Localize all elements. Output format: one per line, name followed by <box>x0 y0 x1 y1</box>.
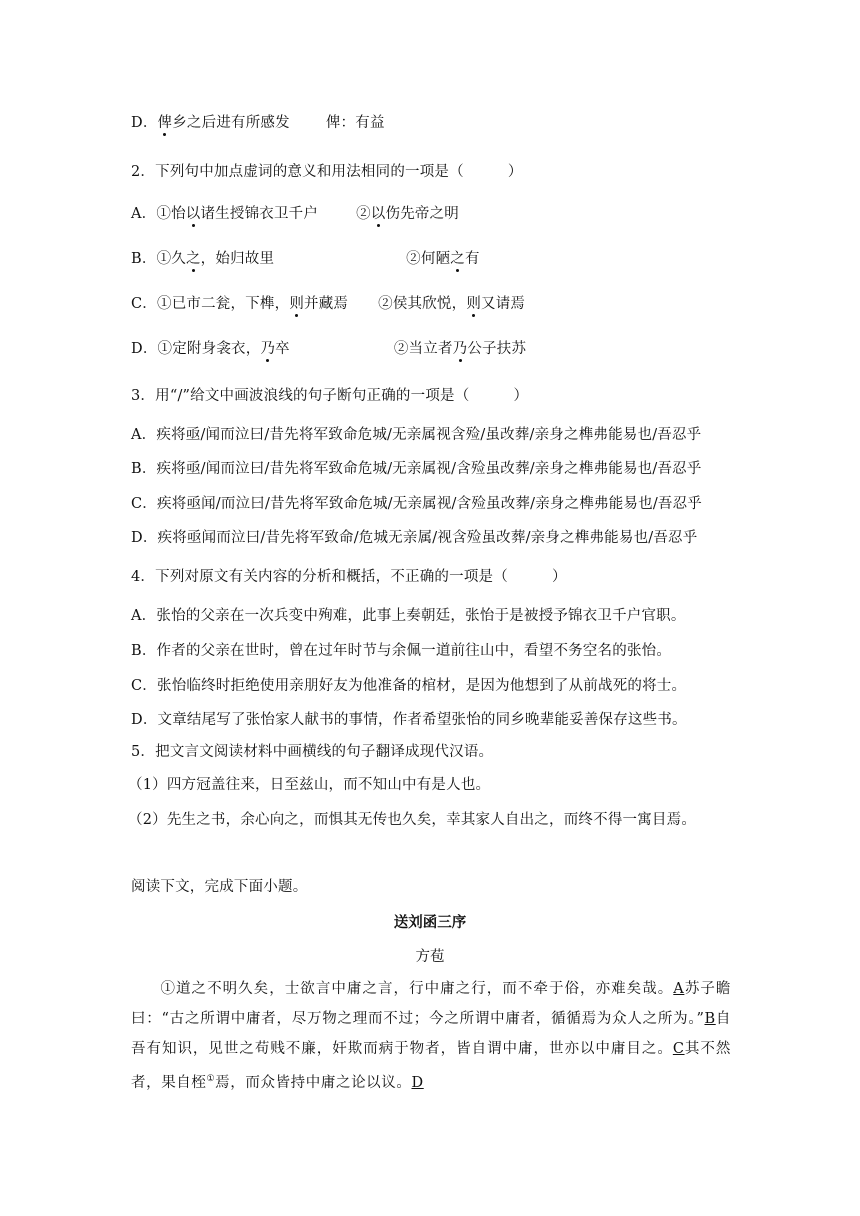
q5-item-1: （1）四方冠盖往来，日至兹山，而不知山中有是人也。 <box>128 777 491 793</box>
option-label: D． <box>131 341 158 357</box>
option-label: D． <box>131 115 158 131</box>
option-text: ②侯其欣悦， <box>378 296 467 312</box>
q2-option-c <box>131 294 525 314</box>
dotted-char: 乃 <box>260 341 276 357</box>
q5-item-2: （2）先生之书，余心向之，而惧其无传也久矣，幸其家人自出之，而终不得一寓目焉。 <box>128 812 697 828</box>
dotted-char: 以 <box>185 206 201 222</box>
q3-option-a: A．疾将亟/闻而泣曰/昔先将军致命危城/无亲属视含殓/虽改葬/亲身之榫弗能易也/吾忍乎 <box>131 427 702 443</box>
option-text: 并藏焉 <box>304 296 349 312</box>
q3-option-c: C．疾将亟闻/而泣曰/昔先将军致命危城/无亲属视/含殓虽改葬/亲身之榫弗能易也/吾忍乎 <box>131 496 703 512</box>
option-text: ①定附身衾衣， <box>157 341 261 357</box>
option-text: ② <box>356 206 371 222</box>
reading-intro: 阅读下文，完成下面小题。 <box>131 879 308 895</box>
q3-option-d: D．疾将亟闻而泣曰/昔先将军致命/危城无亲属/视含殓虽改葬/亲身之榫弗能易也/吾忍乎 <box>131 530 698 546</box>
option-text: 乡之后进有所感发 <box>172 115 290 131</box>
option-text: ②当立者 <box>393 341 453 357</box>
q5-stem: 5．把文言文阅读材料中画横线的句子翻译成现代汉语。 <box>131 744 494 760</box>
q2-stem: 2．下列句中加点虚词的意义和用法相同的一项是（ ） <box>131 164 523 180</box>
passage-text: ①道之不明久矣，士欲言中庸之言，行中庸之行，而不牵于俗，亦难矣哉。 <box>160 981 674 997</box>
passage-text: 苏子瞻曰：“古之所谓中庸者，尽万物之理而不过；今之所谓中庸者，循循焉为众人之所为。” <box>131 981 731 1027</box>
dotted-char: 乃 <box>452 341 468 357</box>
q4-option-b: B．作者的父亲在世时，曾在过年时节与余佩一道前往山中，看望不务空名的张怡。 <box>131 643 672 659</box>
option-text: ①久 <box>156 251 186 267</box>
gloss: 俾：有益 <box>325 115 385 131</box>
dotted-char: 则 <box>289 296 305 312</box>
q1-option-d <box>131 113 385 133</box>
option-text: 伤先帝之明 <box>385 206 459 222</box>
passage-author: 方苞 <box>415 949 445 965</box>
q4-option-c: C．张怡临终时拒绝使用亲朋好友为他准备的棺材，是因为他想到了从前战死的将士。 <box>131 678 687 694</box>
marker-c: C <box>672 1041 685 1057</box>
dotted-char: 之 <box>450 251 465 267</box>
footnote-marker: ① <box>206 1074 216 1084</box>
option-text: 又请焉 <box>481 296 526 312</box>
dotted-char: 之 <box>185 251 201 267</box>
option-text: ，始归故里 <box>200 251 275 267</box>
option-text: 卒 <box>275 341 290 357</box>
option-label: A． <box>131 206 157 222</box>
q4-stem: 4．下列对原文有关内容的分析和概括，不正确的一项是（ ） <box>131 569 567 585</box>
option-label: B． <box>131 251 157 267</box>
option-label: C． <box>131 296 157 312</box>
marker-a: A <box>673 981 685 997</box>
q3-stem: 3．用“/”给文中画波浪线的句子断句正确的一项是（ ） <box>131 388 529 404</box>
option-text: 公子扶苏 <box>467 341 527 357</box>
marker-b: B <box>704 1011 716 1027</box>
q4-option-a: A．张怡的父亲在一次兵变中殉难，此事上奏朝廷，张怡于是被授予锦衣卫千户官职。 <box>131 608 686 624</box>
dotted-char: 则 <box>466 296 482 312</box>
q3-option-b: B．疾将亟/闻而泣曰/昔先将军致命危城/无亲属视/含殓虽改葬/亲身之榫弗能易也/吾忍乎 <box>131 461 702 477</box>
option-text: ①怡 <box>156 206 186 222</box>
marker-d: D <box>411 1074 424 1091</box>
q2-option-b <box>131 249 480 269</box>
dotted-char: 以 <box>370 206 386 222</box>
option-text: 诸生授锦衣卫千户 <box>200 206 319 222</box>
option-text: 有 <box>464 251 480 267</box>
passage-paragraph-1 <box>131 974 731 1098</box>
option-text: ②何陋 <box>406 251 451 267</box>
passage-text: 自吾有知识，见世之苟贱不廉，奸欺而病于物者，皆自谓中庸，世亦以中庸目之。 <box>131 1011 731 1057</box>
q4-option-d: D．文章结尾写了张怡家人献书的事情，作者希望张怡的同乡晚辈能妥善保存这些书。 <box>131 712 687 728</box>
passage-title: 送刘函三序 <box>393 914 467 931</box>
q2-option-d <box>131 339 526 359</box>
option-text: ①已市二瓮，下榫， <box>157 296 290 312</box>
q2-option-a <box>131 204 459 224</box>
dotted-char: 俾 <box>157 115 173 131</box>
passage-text: 其不然者，果自桎 <box>131 1041 731 1091</box>
passage-text: 焉，而众皆持中庸之论以议。 <box>215 1074 412 1091</box>
